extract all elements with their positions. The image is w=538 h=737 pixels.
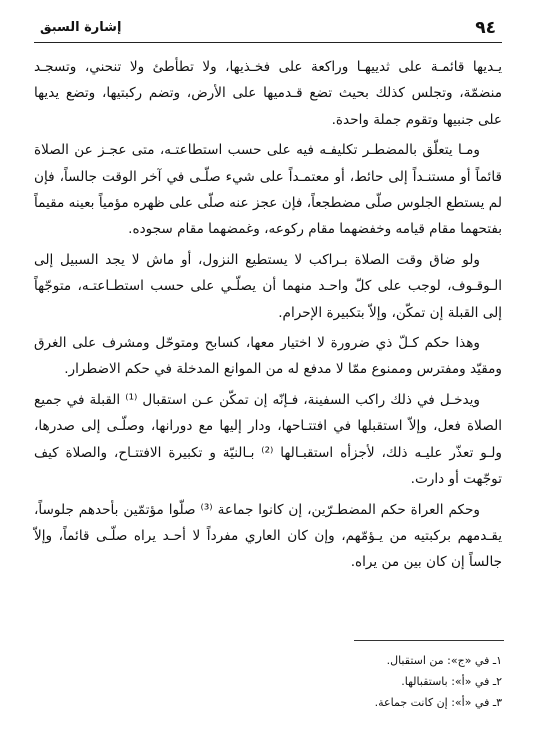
paragraph: وهذا حكم كـلّ ذي ضرورة لا اختيار معها، كسابح ومتوحّل ومشرف على الغرق ومقيّد ومفترس وممنوع ممّا لا مدفع له من الموانع المدخلة في حكم الاضطرار. — [34, 335, 502, 378]
paragraph: ومـا يتعلّق بالمضطـر تكليفـه فيه على حسب استطاعتـه، متى عجـز عن الصلاة قائماً أو مستنـداً إلى حائط، أو معتمـداً على شيء صلّـى في آخر الوقت جالساً، فإن لم يستطع الجلوس صلّى مضطجعاً، فإن عجز عنه صلّى على ظهره مؤمياً بعينه مقيماً بفتحهما مقام قيامه وخفضهما مقام ركوعه، وغمضهما مقام سجوده. — [34, 142, 502, 238]
paragraph: ويدخـل في ذلك راكب السفينة، فـإنّه إن تمكّن عـن استقبال ⁽¹⁾ القبلة في جميع الصلاة فعل، وإلاّ استقبلها في افتتـاحها، ودار إليها مع دورانها، وصلّـى إلى صدرها، ولـو تعذّر عليـه ذلك، لأجزأه استقبـالها ⁽²⁾ بـالنيّة و تكبيرة الافتتـاح، والصلاة كيف توجّهت أو دارت. — [34, 391, 502, 488]
running-title: إشارة السبق — [40, 20, 122, 35]
body-text — [34, 54, 502, 580]
footnote-item: ١ـ في «ج»: من استقبال. — [386, 654, 502, 667]
page-header — [34, 16, 502, 43]
paragraph: ولو ضاق وقت الصلاة بـراكب لا يستطيع النزول، أو ماش لا يجد السبيل إلى الـوقـوف، لوجب على كلّ واحـد منهما أن يصلّـي على حسب استطـاعتـه، متوجّهاً إلى القبلة إن تمكّن، وإلاّ بتكبيرة الإحرام. — [34, 251, 502, 321]
footnote-item: ٢ـ في «أ»: باستقبالها. — [401, 675, 502, 688]
footnote-separator — [354, 640, 504, 641]
paragraph: يـديها قائمـة على ثدييهـا وراكعة على فخـذيها، ولا تطأطئ ولا تنحني، وتسجـد منضمّة، وتجلس كذلك بحيث تضع قـدميها على الأرض، وتضم ركبتيها، وتضع يديها على جنبيها وتقوم جملة واحدة. — [34, 59, 502, 128]
paragraph: وحكم العراة حكم المضطـرّين، إن كانوا جماعة ⁽³⁾ صلّوا مؤتمّين بأحدهم جلوساً، يقـدمهم بركبتيه من يـؤمّهم، وإن كان العاري مفرداً لا أحـد يراه صلّـى قائماً، وإلاّ جالساً إن كان بين من يراه. — [34, 501, 502, 571]
footnote-item: ٣ـ في «أ»: إن كانت جماعة. — [374, 696, 502, 709]
footnotes — [202, 650, 502, 713]
page-number: ٩٤ — [475, 18, 496, 38]
